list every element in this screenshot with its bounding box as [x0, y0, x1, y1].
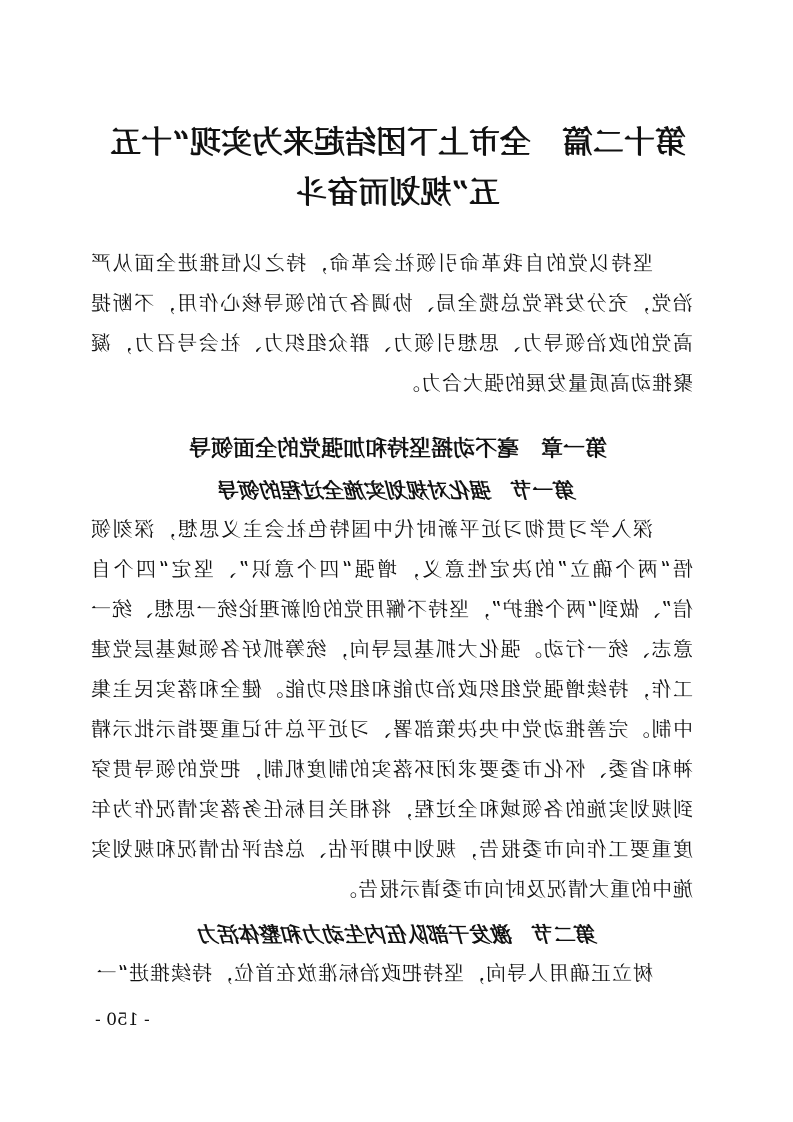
section-heading-1: 第一节 强化对规划实施全过程的领导	[219, 478, 577, 503]
chapter-heading: 第一章 毫不动摇坚持和加强党的全面领导	[189, 437, 608, 462]
page-number: - 150 -	[95, 1010, 150, 1030]
intro-paragraph: 坚持以党的自我革命引领社会革命，持之以恒推进全面从严治党，充分发挥党总揽全局、协调各方的领导核心作用，不断提高党的政治领导力、思想引领力、群众组织力、社会号召力，凝聚推动高质量发展的强大合力。	[90, 251, 693, 395]
section-heading-2: 第二节 激发干部队伍内生动力和整体活力	[198, 922, 598, 947]
part-title: 第十二篇 全市上下团结起来为实现“十五五”规划而奋斗	[110, 125, 686, 211]
section-2-paragraph: 树立正确用人导向，坚持把政治标准放在首位，持续推进“一	[95, 961, 653, 985]
section-1-paragraph: 深入学习贯彻习近平新时代中国特色社会主义思想，深刻领悟“两个确立”的决定性意义，增强“四个意识”、坚定“四个自信”、做到“两个维护”，坚持不懈用党的创新理论统一思想、统一意志、统一行动。强化大抓基层导向，统筹抓好各领域基层党建工作，持续增强党组织政治功能和组织功能。健全和落实民主集中制。完善推动党中央决策部署、习近平总书记重要指示批示精神和省委、怀化市委要求闭环落实的制度机制，把党的领导贯穿到规划实施的各领域和全过程，将相关目标任务落实情况作为年度重要工作向市委报告，规划中期评估、总结评估情况和规划实施中的重大情况及时向市委请示报告。	[90, 517, 693, 901]
